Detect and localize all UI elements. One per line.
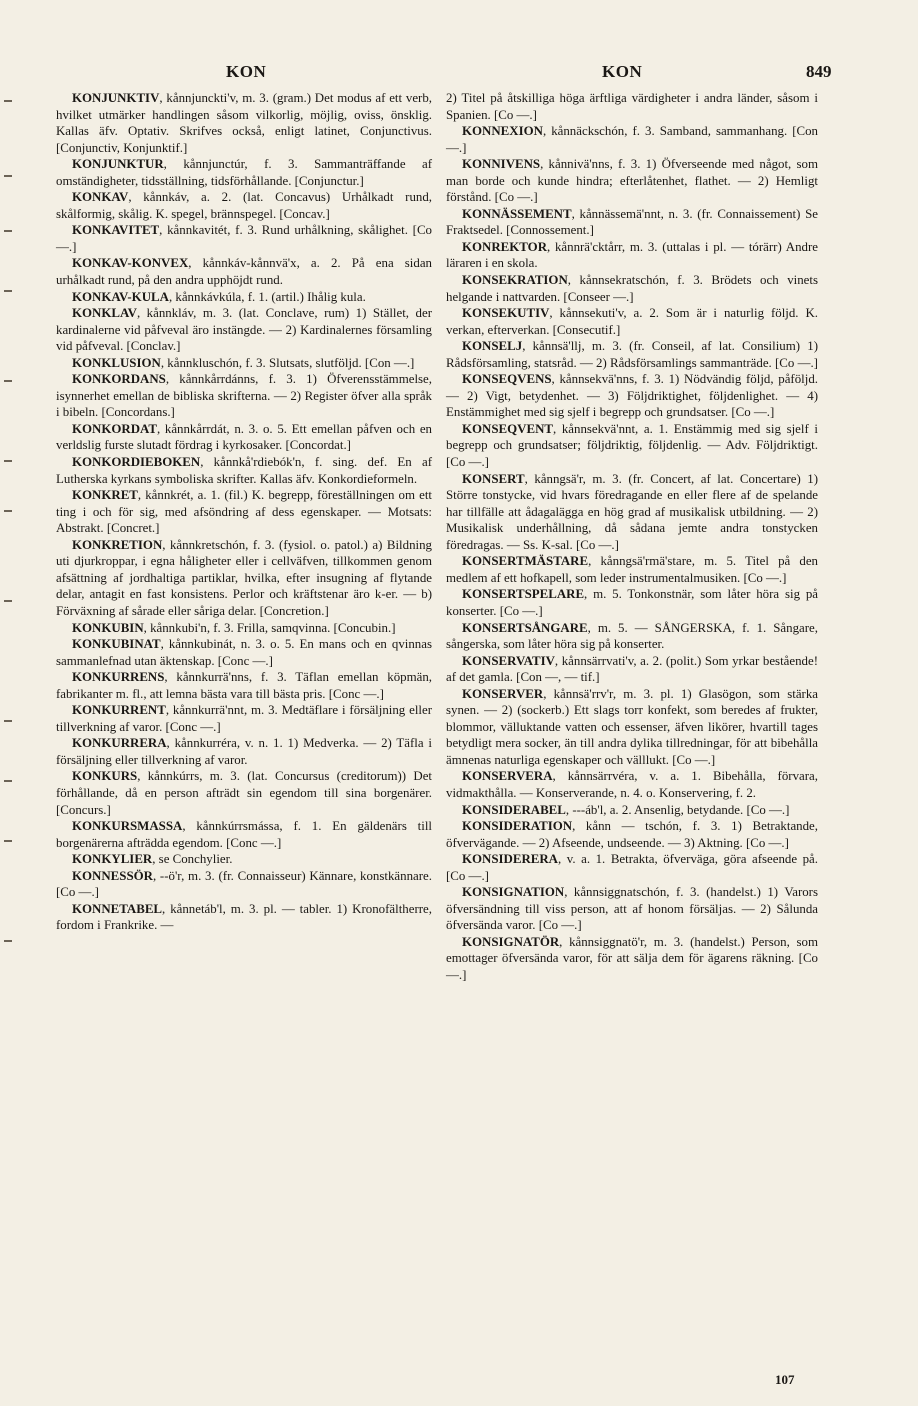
entry-definition: , m. 5. Tonkonstnär, som låter höra sig på konserter. [Co —.] xyxy=(446,587,818,618)
entry-headword: KONKURRERA xyxy=(72,736,167,751)
entry-definition: , kånnetáb'l, m. 3. pl. — tabler. 1) Kronofältherre, fordom i Frankrike. — xyxy=(56,901,432,933)
dictionary-entry xyxy=(446,653,818,686)
entry-headword: KONKLUSION xyxy=(72,355,161,370)
entry-definition: , kånnsekuti'v, a. 2. Som är i naturlig följd. K. verkan, efterverkan. [Consecutif.] xyxy=(446,306,818,337)
entry-definition: , m. 5. — SÅNGERSKA, f. 1. Sångare, sångerska, som låter höra sig på konserter. xyxy=(446,620,818,652)
dictionary-entry xyxy=(56,901,432,934)
entry-headword: KONKAV xyxy=(72,190,129,205)
entry-headword: KONKAVITET xyxy=(72,223,160,238)
entry-definition: , kånnsä'rrv'r, m. 3. pl. 1) Glasögon, som stärka synen. — 2) (sockerb.) Ett slags torr konfekt, som beredes af frukter, blommor, välluktande vatten och essenser, äfven likörer, hvartill tages betydligt mera socker, än till andra dylika tillredningar, för att bibehålla ämnenas naturliga egenskaper och välllukt. [Co —.] xyxy=(446,686,818,767)
dictionary-entry xyxy=(56,156,432,189)
entry-headword: KONKLAV xyxy=(72,306,137,321)
dictionary-entry xyxy=(56,222,432,255)
entry-definition: 2) Titel på åtskilliga höga ärftliga värdigheter i andra länder, såsom i Spanien. [Co —.] xyxy=(446,91,818,122)
dictionary-entry xyxy=(446,272,818,305)
dictionary-entry xyxy=(446,156,818,206)
dictionary-entry xyxy=(56,421,432,454)
dictionary-entry xyxy=(446,768,818,801)
dictionary-entry xyxy=(56,868,432,901)
dictionary-entry xyxy=(56,735,432,768)
entry-headword: KONKAV-KULA xyxy=(72,289,169,304)
dictionary-entry xyxy=(56,371,432,421)
entry-headword: KONSIDERATION xyxy=(462,819,573,834)
entry-definition: , kånnkretschón, f. 3. (fysiol. o. patol.) a) Bildning uti djurkroppar, i egna håligheter eller i cellväfven, tillkommen genom afsättning af jordhaltiga partiklar, hvilka, efter insugning af flytande delar, antagit en fast konsistens. Perlor och kräftstenar äro k-er. — b) Förväxning af sårade eller såriga delar. [Concretion.] xyxy=(56,537,432,618)
entry-definition: , kånnkurréra, v. n. 1. 1) Medverka. — 2) Täfla i försäljning eller tillverkning af varor. xyxy=(56,736,432,767)
entry-definition: , kånnkurrä'nns, f. 3. Täflan emellan köpmän, fabrikanter m. fl., att lemna bästa vara till bästa pris. [Conc —.] xyxy=(56,670,432,701)
dictionary-entry xyxy=(446,90,818,123)
entry-headword: KONSIDERABEL xyxy=(462,802,566,817)
entry-headword: KONJUNKTUR xyxy=(72,157,164,172)
entry-headword: KONKURSMASSA xyxy=(72,819,183,834)
dictionary-entry xyxy=(56,90,432,156)
entry-definition: , ---áb'l, a. 2. Ansenlig, betydande. [Co —.] xyxy=(565,802,790,817)
dictionary-entry xyxy=(56,669,432,702)
dictionary-entry xyxy=(56,355,432,372)
entry-definition: , kånnjunctúr, f. 3. Sammanträffande af omständigheter, tidsställning, tidsförhållande. [Conjunctur.] xyxy=(56,157,432,188)
entry-headword: KONKUBINAT xyxy=(72,637,161,652)
dictionary-entry xyxy=(446,934,818,984)
entry-definition: , kånn — tschón, f. 3. 1) Betraktande, öfvervägande. — 2) Afseende, undseende. — 3) Aktning. [Co —.] xyxy=(446,819,818,850)
entry-definition: , kånnkårrdát, n. 3. o. 5. Ett emellan påfven och en verldslig furste slutadt fördrag i kyrkosaker. [Concordat.] xyxy=(56,421,432,453)
left-column xyxy=(56,90,432,934)
dictionary-entry xyxy=(56,487,432,537)
entry-definition: , kånnkluschón, f. 3. Slutsats, slutföljd. [Con —.] xyxy=(160,355,415,370)
entry-headword: KONKRETION xyxy=(72,537,163,552)
dictionary-entry xyxy=(446,586,818,619)
entry-definition: , kånnkáv, a. 2. (lat. Concavus) Urhålkadt rund, skålformig, skålig. K. spegel, brännspegel. [Concav.] xyxy=(56,190,432,221)
dictionary-entry xyxy=(446,471,818,554)
entry-headword: KONKURS xyxy=(72,769,138,784)
entry-definition: , kånnrä'cktårr, m. 3. (uttalas i pl. — tórärr) Andre läraren i en skola. xyxy=(446,239,818,271)
entry-headword: KONNEXION xyxy=(462,124,543,139)
running-head-left: KON xyxy=(226,62,267,81)
dictionary-entry xyxy=(446,686,818,769)
entry-definition: , kånnkurrä'nnt, m. 3. Medtäflare i försäljning eller tillverkning af varor. [Conc —.] xyxy=(56,703,432,734)
entry-headword: KONSERVERA xyxy=(462,769,553,784)
entry-definition: , kånnkáv-kånnvä'x, a. 2. På ena sidan urhålkadt rund, på den andra upphöjdt rund. xyxy=(56,256,432,288)
entry-headword: KONNETABEL xyxy=(72,901,163,916)
entry-definition: , kånnsiggnatschón, f. 3. (handelst.) 1) Varors öfversändning till viss person, att af honom försäljas. — 2) Sålunda öfversända varor. [Co —.] xyxy=(446,885,818,933)
dictionary-entry xyxy=(56,702,432,735)
entry-definition: , kånnkavitét, f. 3. Rund urhålkning, skålighet. [Co —.] xyxy=(56,223,432,254)
entry-definition: , v. a. 1. Betrakta, öfverväga, göra afseende på. [Co —.] xyxy=(446,852,818,883)
dictionary-entry xyxy=(446,123,818,156)
entry-definition: , kånnsärrvati'v, a. 2. (polit.) Som yrkar bestående! af det gamla. [Con —, — tif.] xyxy=(446,653,818,685)
entry-definition: , kånnsekratschón, f. 3. Brödets och vinets helgande i nattvarden. [Conseer —.] xyxy=(446,273,818,304)
entry-definition: , kånnsekvä'nns, f. 3. 1) Nödvändig följd, påföljd. — 2) Vigt, betydenhet. — 3) Följdriktighet, följdenlighet. — 4) Enstämmighet med sig sjelf i begrepp och grundsatser. [Co —.] xyxy=(446,372,818,420)
dictionary-entry xyxy=(446,620,818,653)
entry-headword: KONSIDERERA xyxy=(462,852,558,867)
entry-definition: , kånnkúrrs, m. 3. (lat. Concursus (creditorum)) Det förhållande, då en person afträdt sin egendom till sina borgenärer. [Concurs.] xyxy=(56,769,432,817)
dictionary-entry xyxy=(56,305,432,355)
entry-definition: , kånnsärrvéra, v. a. 1. Bibehålla, förvara, vidmakthålla. — Konserverande, n. 4. o. Konservering, f. 2. xyxy=(446,769,818,800)
entry-definition: , kånnäckschón, f. 3. Samband, sammanhang. [Con —.] xyxy=(446,124,818,155)
entry-headword: KONSIGNATION xyxy=(462,885,565,900)
dictionary-entry xyxy=(446,305,818,338)
entry-headword: KONJUNKTIV xyxy=(72,91,160,105)
page-number: 849 xyxy=(806,62,832,81)
dictionary-entry xyxy=(446,338,818,371)
entry-definition: , kånnkávkúla, f. 1. (artil.) Ihålig kula. xyxy=(168,289,366,304)
dictionary-entry xyxy=(56,768,432,818)
dictionary-entry xyxy=(56,537,432,620)
dictionary-entry xyxy=(56,189,432,222)
dictionary-entry xyxy=(56,454,432,487)
page-edge-marks xyxy=(0,80,20,1080)
entry-definition: , --ö'r, m. 3. (fr. Connaisseur) Kännare, konstkännare. [Co —.] xyxy=(56,868,432,900)
dictionary-entry xyxy=(446,239,818,272)
dictionary-entry xyxy=(56,818,432,851)
entry-headword: KONSERTSÅNGARE xyxy=(462,620,588,635)
entry-headword: KONSERTSPELARE xyxy=(462,587,585,602)
dictionary-entry xyxy=(446,421,818,471)
dictionary-entry xyxy=(446,884,818,934)
entry-headword: KONSERT xyxy=(462,471,525,486)
entry-headword: KONNESSÖR xyxy=(72,868,153,883)
entry-definition: , kånngsä'rmä'stare, m. 5. Titel på den medlem af ett hofkapell, som leder instrumentalmusiken. [Co —.] xyxy=(446,554,818,585)
entry-headword: KONKRET xyxy=(72,488,138,503)
entry-definition: , kånnsiggnatö'r, m. 3. (handelst.) Person, som emottager öfversända varor, för att sälja dem för ägarens räkning. [Co —.] xyxy=(446,934,818,982)
entry-definition: , kånngsä'r, m. 3. (fr. Concert, af lat. Concertare) 1) Större tonstycke, vid hvars föredragande en eller flere af de spelande har tillfälle att ådagalägga en hög grad af musikalisk utbildning. — 2) Musikalisk underhållning, då sådana jemte andra tonstycken föredragas. — Ss. K-sal. [Co —.] xyxy=(446,471,818,552)
right-column xyxy=(446,90,818,984)
entry-definition: , kånnkubinát, n. 3. o. 5. En mans och en qvinnas sammanlefnad utan äktenskap. [Conc —.] xyxy=(56,637,432,668)
dictionary-entry xyxy=(56,255,432,288)
entry-headword: KONKORDIEBOKEN xyxy=(72,455,201,470)
signature-number: 107 xyxy=(775,1372,795,1387)
entry-definition: , kånnsä'llj, m. 3. (fr. Conseil, af lat. Consilium) 1) Rådsförsamling, statsråd. — 2) Rådsförsamlings sammanträde. [Co —.] xyxy=(446,339,818,370)
entry-headword: KONSEKUTIV xyxy=(462,306,550,321)
running-head-right: KON xyxy=(602,62,643,81)
entry-headword: KONKORDAT xyxy=(72,421,157,436)
entry-definition: , kånnkårrdánns, f. 3. 1) Öfverensstämmelse, isynnerhet emellan de bibliska skrifterna. — 2) Register öfver alla språk i bibeln. [Concordans.] xyxy=(56,372,432,420)
entry-definition: , kånnsekvä'nnt, a. 1. Enstämmig med sig sjelf i begrepp och grundsatser; följdriktig, följdenlig. — Adv. Följdriktigt. [Co —.] xyxy=(446,421,818,470)
entry-headword: KONKURRENT xyxy=(72,703,166,718)
entry-headword: KONSERVER xyxy=(462,686,544,701)
entry-headword: KONSIGNATÖR xyxy=(462,934,560,949)
entry-headword: KONKYLIER xyxy=(72,852,153,867)
dictionary-entry xyxy=(56,851,432,868)
entry-definition: , kånnässemä'nnt, n. 3. (fr. Connaissement) Se Fraktsedel. [Connossement.] xyxy=(446,206,818,238)
entry-definition: , kånnjunckti'v, m. 3. (gram.) Det modus af ett verb, hvilket utmärker handlingen såsom vilkorlig, möjlig, oviss, önsklig. Kallas äfv. Optativ. Skrifves också, enligt latinet, Conjunctivus. [Conjunctiv, Konjunktif.] xyxy=(56,91,432,155)
entry-headword: KONSERVATIV xyxy=(462,653,555,668)
entry-definition: , kånnkláv, m. 3. (lat. Conclave, rum) 1) Stället, der kardinalerne vid påfveval äro instängde. — 2) Kardinalernes församling vid påfveval. [Conclav.] xyxy=(56,306,432,354)
dictionary-entry xyxy=(56,620,432,637)
dictionary-entry xyxy=(446,802,818,819)
dictionary-entry xyxy=(446,206,818,239)
entry-headword: KONKURRENS xyxy=(72,670,165,685)
entry-headword: KONKORDANS xyxy=(72,372,166,387)
entry-headword: KONNÄSSEMENT xyxy=(462,206,572,221)
dictionary-entry xyxy=(446,553,818,586)
entry-headword: KONKAV-KONVEX xyxy=(72,256,189,271)
entry-headword: KONSEQVENS xyxy=(462,372,552,387)
entry-headword: KONREKTOR xyxy=(462,239,547,254)
entry-definition: , kånnkrét, a. 1. (fil.) K. begrepp, föreställningen om ett ting i och för sig, med afsöndring af dess egenskaper. — Motsats: Abstrakt. [Concret.] xyxy=(56,488,432,536)
entry-headword: KONNIVENS xyxy=(462,157,541,172)
dictionary-entry xyxy=(446,818,818,851)
dictionary-entry xyxy=(446,371,818,421)
entry-definition: , kånnivä'nns, f. 3. 1) Öfverseende med något, som man borde och kunde hindra; efterlåtenhet, flathet. — 2) Hemligt förstånd. [Co —.] xyxy=(446,157,818,205)
entry-headword: KONSELJ xyxy=(462,339,523,354)
entry-definition: , kånnkubi'n, f. 3. Frilla, samqvinna. [Concubin.] xyxy=(143,620,396,635)
dictionary-entry xyxy=(56,636,432,669)
dictionary-entry xyxy=(56,289,432,306)
entry-headword: KONSERTMÄSTARE xyxy=(462,554,589,569)
entry-headword: KONSEQVENT xyxy=(462,421,553,436)
dictionary-entry xyxy=(446,851,818,884)
entry-definition: , se Conchylier. xyxy=(152,852,233,867)
entry-headword: KONSEKRATION xyxy=(462,273,568,288)
entry-definition: , kånnkå'rdiebók'n, f. sing. def. En af Lutherska kyrkans symboliska skrifter. Kallas äfv. Konkordieformeln. xyxy=(56,455,432,486)
entry-headword: KONKUBIN xyxy=(72,620,144,635)
entry-definition: , kånnkúrrsmássa, f. 1. En gäldenärs till borgenärerna afträdda egendom. [Conc —.] xyxy=(56,819,432,850)
